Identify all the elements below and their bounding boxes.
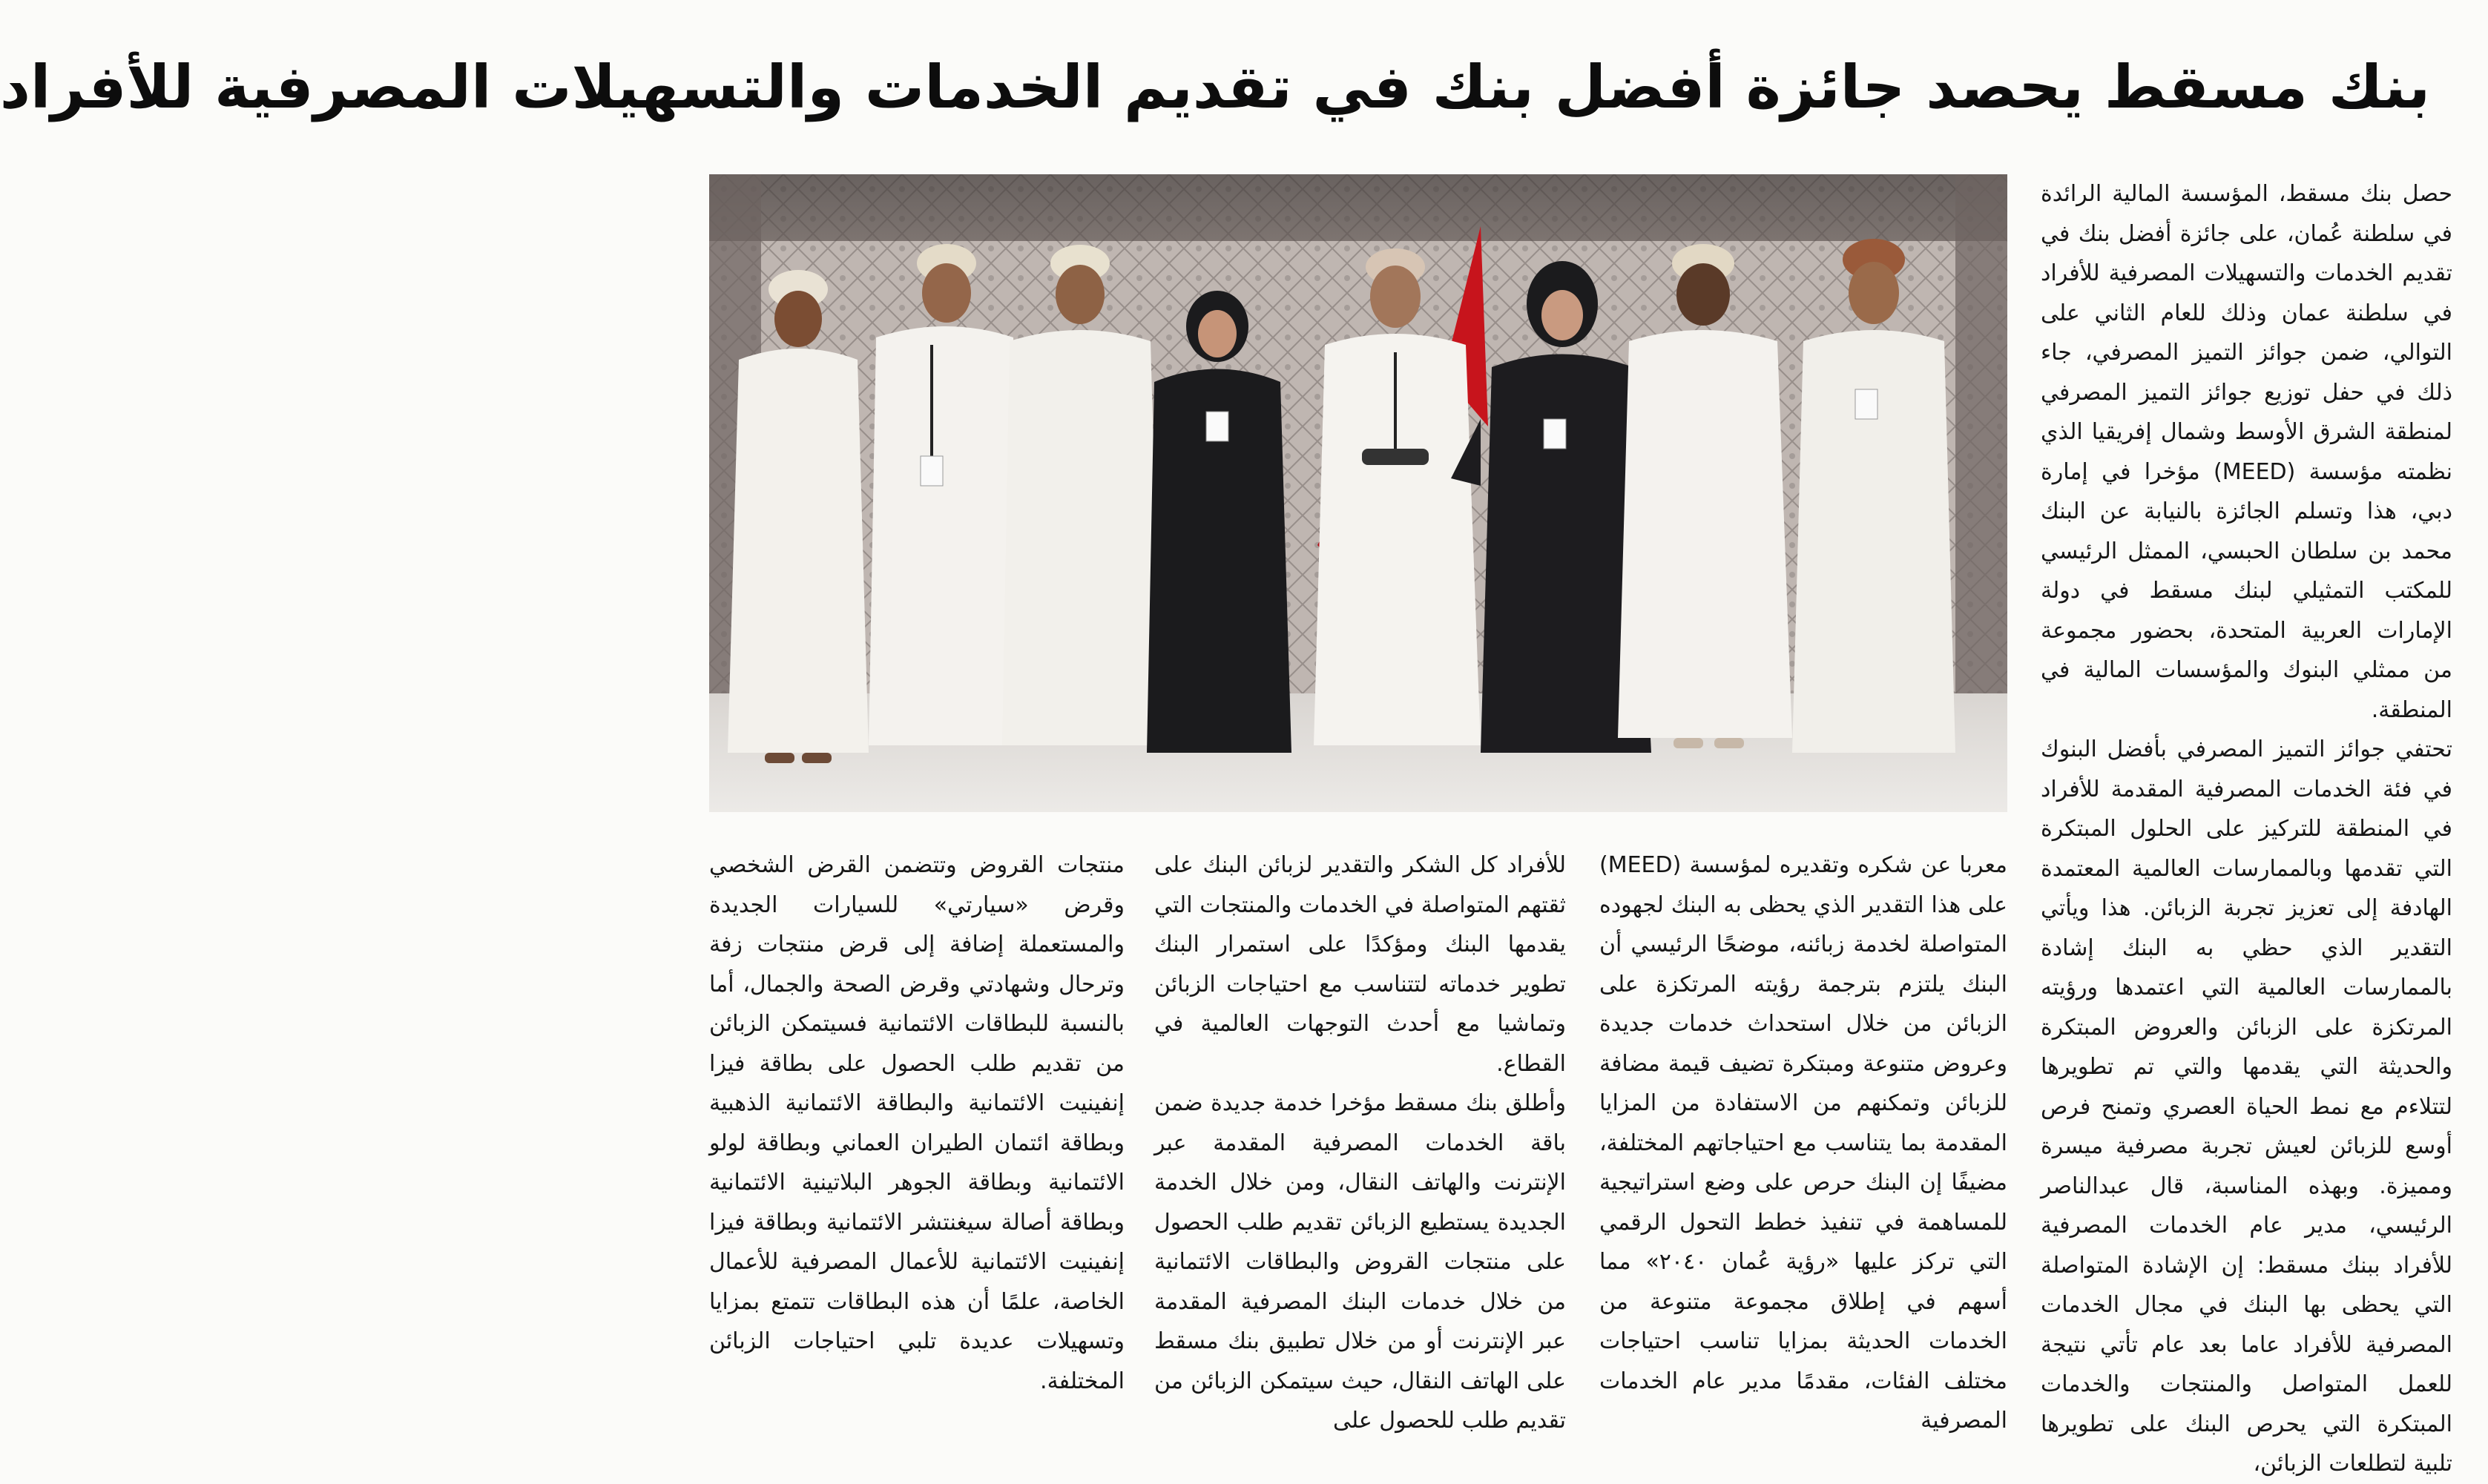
article-column-1 xyxy=(709,845,1125,1454)
article-headline: بنك مسقط يحصد جائزة أفضل بنك في تقديم الخدمات والتسهيلات المصرفية للأفراد xyxy=(0,53,2430,122)
paragraph: للأفراد كل الشكر والتقدير لزبائن البنك على ثقتهم المتواصلة في الخدمات والمنتجات التي يقدمها البنك ومؤكدًا على استمرار البنك تطوير خدماته لتتناسب مع احتياجات الزبائن وتماشيا مع أحدث التوجهات العالمية في القطاع. xyxy=(1154,852,1566,1077)
paragraph: وأطلق بنك مسقط مؤخرا خدمة جديدة ضمن باقة الخدمات المصرفية المقدمة عبر الإنترنت والهاتف النقال، ومن خلال الخدمة الجديدة يستطيع الزبائن تقديم طلب الحصول على منتجات القروض والبطاقات الائتمانية من خلال خدمات البنك المصرفية المقدمة عبر الإنترنت أو من خلال تطبيق بنك مسقط على الهاتف النقال، حيث سيتمكن الزبائن من تقديم طلب للحصول على xyxy=(1154,1090,1566,1434)
paragraph: تحتفي جوائز التميز المصرفي بأفضل البنوك في فئة الخدمات المصرفية المقدمة للأفراد في المنطقة للتركيز على الحلول المبتكرة التي تقدمها وبالممارسات العالمية المعتمدة الهادفة إلى تعزيز تجربة الزبائن. هذا ويأتي التقدير الذي حظي به البنك إشادة بالممارسات العالمية التي اعتمدها ورؤيته المرتكزة على الزبائن والعروض المبتكرة والحديثة التي يقدمها والتي تم تطويرها لتتلاءم مع نمط الحياة العصري وتمنح فرص أوسع للزبائن لعيش تجربة مصرفية ميسرة ومميزة. وبهذه المناسبة، قال عبدالناصر الرئيسي، مدير عام الخدمات المصرفية للأفراد ببنك مسقط: إن الإشادة المتواصلة التي يحظى بها البنك في مجال الخدمات المصرفية للأفراد عاما بعد عام تأتي نتيجة للعمل المتواصل والمنتجات والخدمات المبتكرة التي يحرص البنك على تطويرها تلبية لتطلعات الزبائن، xyxy=(2041,736,2452,1477)
article-column-3 xyxy=(1599,845,2007,1454)
article-column-2 xyxy=(1154,845,1566,1454)
paragraph: معربا عن شكره وتقديره لمؤسسة (MEED) على هذا التقدير الذي يحظى به البنك لجهوده المتواصلة لخدمة زبائنه، موضحًا الرئيسي أن البنك يلتزم بترجمة رؤيته المرتكزة على الزبائن من خلال استحداث خدمات جديدة وعروض متنوعة ومبتكرة تضيف قيمة مضافة للزبائن وتمكنهم من الاستفادة من المزايا المقدمة بما يتناسب مع احتياجاتهم المختلفة، مضيفًا إن البنك حرص على وضع استراتيجية للمساهمة في تنفيذ خطط التحول الرقمي التي تركز عليها «رؤية عُمان ٢٠٤٠» مما أسهم في إطلاق مجموعة متنوعة من الخدمات الحديثة بمزايا تناسب احتياجات مختلف الفئات، مقدمًا مدير عام الخدمات المصرفية xyxy=(1599,852,2007,1434)
article-column-right xyxy=(2041,174,2452,1477)
paragraph: منتجات القروض وتتضمن القرض الشخصي وقرض «سيارتي» للسيارات الجديدة والمستعملة إضافة إلى قرض منتجات زفة وترحال وشهادتي وقرض الصحة والجمال، أما بالنسبة للبطاقات الائتمانية فسيتمكن الزبائن من تقديم طلب الحصول على بطاقة فيزا إنفينيت الائتمانية والبطاقة الائتمانية الذهبية وبطاقة ائتمان الطيران العماني وبطاقة لولو الائتمانية وبطاقة الجوهر البلاتينية الائتمانية وبطاقة أصالة سيغنتشر الائتمانية وبطاقة فيزا إنفينيت الائتمانية للأعمال المصرفية للأعمال الخاصة، علمًا أن هذه البطاقات تتمتع بمزايا وتسهيلات عديدة تلبي احتياجات الزبائن المختلفة. xyxy=(709,852,1125,1394)
article-photo xyxy=(709,174,2007,812)
paragraph: حصل بنك مسقط، المؤسسة المالية الرائدة في سلطنة عُمان، على جائزة أفضل بنك في تقديم الخدمات والتسهيلات المصرفية للأفراد في سلطنة عمان وذلك للعام الثاني على التوالي، ضمن جوائز التميز المصرفي، جاء ذلك في حفل توزيع جوائز التميز المصرفي لمنطقة الشرق الأوسط وشمال إفريقيا الذي نظمته مؤسسة (MEED) مؤخرا في إمارة دبي، هذا وتسلم الجائزة بالنيابة عن البنك محمد بن سلطان الحبسي، الممثل الرئيسي للمكتب التمثيلي لبنك مسقط في دولة الإمارات العربية المتحدة، بحضور مجموعة من ممثلي البنوك والمؤسسات المالية في المنطقة. xyxy=(2041,181,2452,723)
